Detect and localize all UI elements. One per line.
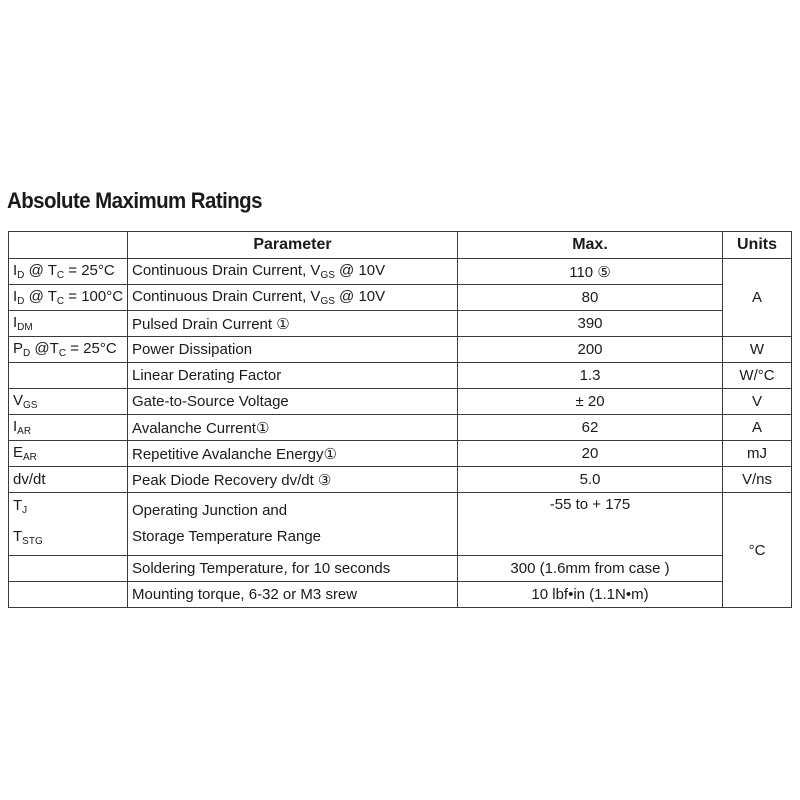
header-max: Max. — [458, 232, 723, 259]
table-row — [9, 441, 792, 467]
table-row — [9, 337, 792, 363]
symbol-cell: $V_{GS}$ — [9, 389, 128, 415]
unit-cell: V — [723, 389, 792, 415]
table-row — [9, 493, 792, 556]
parameter-cell: Mounting torque, 6-32 or M3 srew — [128, 582, 458, 608]
symbol-cell: $I_D$ @ $T_C = 25^\circ C$ — [9, 259, 128, 285]
table-row — [9, 285, 792, 311]
parameter-cell: Soldering Temperature, for 10 seconds — [128, 556, 458, 582]
parameter-cell: Linear Derating Factor — [128, 363, 458, 389]
table-row — [9, 311, 792, 337]
symbol-cell — [9, 556, 128, 582]
table-row — [9, 415, 792, 441]
parameter-cell: Continuous Drain Current, $V_{GS}$ @ 10V — [128, 259, 458, 285]
max-cell: 20 — [458, 441, 723, 467]
max-cell: 62 — [458, 415, 723, 441]
symbol-cell — [9, 582, 128, 608]
max-cell: 200 — [458, 337, 723, 363]
header-parameter: Parameter — [128, 232, 458, 259]
max-cell: 1.3 — [458, 363, 723, 389]
symbol-cell: $T_J$ $T_{STG}$ — [9, 493, 128, 556]
section-title: Absolute Maximum Ratings — [7, 188, 262, 213]
header-symbol — [9, 232, 128, 259]
max-cell: 300 (1.6mm from case ) — [458, 556, 723, 582]
table-row — [9, 259, 792, 285]
symbol-cell: $P_D$ $@T_C = 25^\circ C$ — [9, 337, 128, 363]
parameter-cell: Pulsed Drain Current ① — [128, 311, 458, 337]
max-cell: 110 ⑤ — [458, 259, 723, 285]
unit-cell: mJ — [723, 441, 792, 467]
unit-cell: W — [723, 337, 792, 363]
max-cell: -55 to + 175 — [458, 493, 723, 556]
unit-cell: A — [723, 259, 792, 337]
max-cell: 5.0 — [458, 467, 723, 493]
table-row — [9, 467, 792, 493]
parameter-cell: Gate-to-Source Voltage — [128, 389, 458, 415]
symbol-cell: $I_{AR}$ — [9, 415, 128, 441]
ratings-table — [8, 231, 792, 608]
unit-cell: V/ns — [723, 467, 792, 493]
max-cell: 10 lbf•in (1.1N•m) — [458, 582, 723, 608]
header-units: Units — [723, 232, 792, 259]
table-row — [9, 389, 792, 415]
table-row — [9, 582, 792, 608]
symbol-cell: $I_{DM}$ — [9, 311, 128, 337]
unit-cell: °C — [723, 493, 792, 608]
table-row — [9, 363, 792, 389]
max-cell: 80 — [458, 285, 723, 311]
header-row — [9, 232, 792, 259]
parameter-cell: Power Dissipation — [128, 337, 458, 363]
table-row — [9, 556, 792, 582]
parameter-cell: Avalanche Current① — [128, 415, 458, 441]
max-cell: ± 20 — [458, 389, 723, 415]
parameter-cell: Continuous Drain Current, $V_{GS}$ @ 10V — [128, 285, 458, 311]
unit-cell: A — [723, 415, 792, 441]
symbol-cell: dv/dt — [9, 467, 128, 493]
parameter-cell: Repetitive Avalanche Energy① — [128, 441, 458, 467]
symbol-cell — [9, 363, 128, 389]
max-cell: 390 — [458, 311, 723, 337]
symbol-cell: $I_D$ @ $T_C = 100^\circ C$ — [9, 285, 128, 311]
parameter-cell: Operating Junction and Storage Temperature Range — [128, 493, 458, 556]
unit-cell: W/°C — [723, 363, 792, 389]
symbol-cell: $E_{AR}$ — [9, 441, 128, 467]
parameter-cell: Peak Diode Recovery dv/dt ③ — [128, 467, 458, 493]
